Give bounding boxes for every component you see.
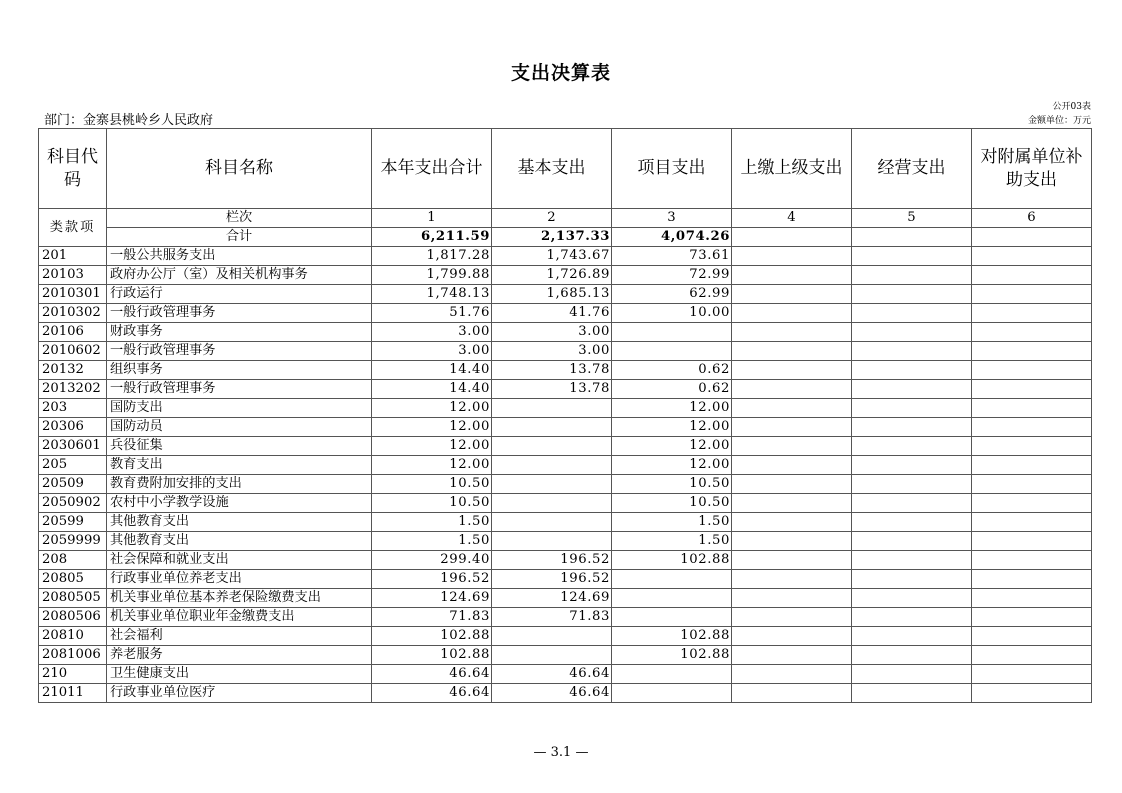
row-total: 51.76 [372, 304, 492, 323]
row-basic: 196.52 [492, 551, 612, 570]
row-subsidiary [972, 627, 1092, 646]
row-total: 14.40 [372, 380, 492, 399]
header-row [39, 129, 1092, 209]
row-upper [732, 399, 852, 418]
row-subsidiary [972, 399, 1092, 418]
row-subsidiary [972, 266, 1092, 285]
row-name: 行政事业单位医疗 [107, 684, 372, 703]
row-name: 社会保障和就业支出 [107, 551, 372, 570]
row-code: 2010302 [39, 304, 107, 323]
department-label: 部门：金寨县桃岭乡人民政府 [44, 113, 214, 128]
row-code: 20132 [39, 361, 107, 380]
row-project [612, 342, 732, 361]
row-code: 2080506 [39, 608, 107, 627]
table-row [39, 437, 1092, 456]
table-row [39, 627, 1092, 646]
row-name: 一般行政管理事务 [107, 380, 372, 399]
row-code: 2081006 [39, 646, 107, 665]
row-name: 教育费附加安排的支出 [107, 475, 372, 494]
row-code: 20509 [39, 475, 107, 494]
subheader-lei: 类 [49, 219, 65, 235]
row-project [612, 665, 732, 684]
row-basic [492, 494, 612, 513]
table-row [39, 475, 1092, 494]
table-row [39, 380, 1092, 399]
table-row [39, 494, 1092, 513]
row-project: 12.00 [612, 456, 732, 475]
row-business [852, 475, 972, 494]
page-number: — 3.1 — [533, 745, 589, 760]
row-upper [732, 513, 852, 532]
row-upper [732, 589, 852, 608]
table-row [39, 665, 1092, 684]
row-basic: 71.83 [492, 608, 612, 627]
row-subsidiary [972, 646, 1092, 665]
row-total: 3.00 [372, 323, 492, 342]
row-name: 机关事业单位基本养老保险缴费支出 [107, 589, 372, 608]
row-basic [492, 437, 612, 456]
row-upper [732, 665, 852, 684]
row-name: 机关事业单位职业年金缴费支出 [107, 608, 372, 627]
row-code: 201 [39, 247, 107, 266]
row-project: 1.50 [612, 532, 732, 551]
row-upper [732, 247, 852, 266]
row-business [852, 627, 972, 646]
row-name: 一般行政管理事务 [107, 342, 372, 361]
row-project: 12.00 [612, 418, 732, 437]
table-row [39, 589, 1092, 608]
row-name: 教育支出 [107, 456, 372, 475]
row-code: 2050902 [39, 494, 107, 513]
row-code: 2030601 [39, 437, 107, 456]
row-subsidiary [972, 361, 1092, 380]
table-row [39, 285, 1092, 304]
row-total: 1.50 [372, 513, 492, 532]
row-business [852, 342, 972, 361]
col-header-subsidiary [972, 129, 1092, 209]
lanci-label: 栏次 [107, 209, 372, 228]
table-row [39, 570, 1092, 589]
row-upper [732, 456, 852, 475]
row-total: 1,817.28 [372, 247, 492, 266]
row-name: 财政事务 [107, 323, 372, 342]
row-code: 20810 [39, 627, 107, 646]
row-project: 62.99 [612, 285, 732, 304]
row-total: 14.40 [372, 361, 492, 380]
total-basic: 2,137.33 [492, 228, 612, 247]
row-upper [732, 494, 852, 513]
row-business [852, 551, 972, 570]
total-business [852, 228, 972, 247]
row-business [852, 456, 972, 475]
row-name: 一般行政管理事务 [107, 304, 372, 323]
row-basic: 13.78 [492, 361, 612, 380]
row-basic [492, 456, 612, 475]
lanci-num: 1 [372, 209, 492, 228]
row-project: 10.50 [612, 494, 732, 513]
table-row [39, 247, 1092, 266]
row-name: 组织事务 [107, 361, 372, 380]
row-upper [732, 361, 852, 380]
row-project: 1.50 [612, 513, 732, 532]
row-subsidiary [972, 247, 1092, 266]
subheader-kuan: 款 [64, 219, 81, 235]
row-subsidiary [972, 380, 1092, 399]
row-business [852, 418, 972, 437]
page-title: 支出决算表 [510, 62, 611, 84]
col-header-business: 经营支出 [852, 129, 972, 209]
expenditure-table [38, 128, 1092, 703]
row-name: 农村中小学教学设施 [107, 494, 372, 513]
col-header-project: 项目支出 [612, 129, 732, 209]
lanci-row [39, 209, 1092, 228]
row-subsidiary [972, 589, 1092, 608]
amount-unit: 金额单位：万元 [1027, 116, 1091, 126]
row-name: 其他教育支出 [107, 513, 372, 532]
row-basic: 1,743.67 [492, 247, 612, 266]
row-business [852, 589, 972, 608]
row-code: 21011 [39, 684, 107, 703]
row-business [852, 247, 972, 266]
total-row [39, 228, 1092, 247]
row-total: 1.50 [372, 532, 492, 551]
row-project: 0.62 [612, 361, 732, 380]
row-name: 其他教育支出 [107, 532, 372, 551]
row-business [852, 570, 972, 589]
row-business [852, 323, 972, 342]
row-upper [732, 418, 852, 437]
row-code: 2010602 [39, 342, 107, 361]
table-body [39, 129, 1092, 703]
row-total: 12.00 [372, 456, 492, 475]
row-basic [492, 418, 612, 437]
row-code: 208 [39, 551, 107, 570]
row-total: 12.00 [372, 399, 492, 418]
row-business [852, 532, 972, 551]
row-upper [732, 684, 852, 703]
row-business [852, 665, 972, 684]
row-total: 12.00 [372, 437, 492, 456]
row-basic [492, 627, 612, 646]
table-row [39, 361, 1092, 380]
row-business [852, 513, 972, 532]
row-project: 10.50 [612, 475, 732, 494]
row-subsidiary [972, 608, 1092, 627]
row-code: 20599 [39, 513, 107, 532]
form-number: 公开03表 [1052, 102, 1091, 112]
row-project [612, 589, 732, 608]
row-code: 2013202 [39, 380, 107, 399]
row-total: 1,748.13 [372, 285, 492, 304]
lanci-num: 6 [972, 209, 1092, 228]
row-project [612, 570, 732, 589]
row-subsidiary [972, 684, 1092, 703]
subheader-xiang: 项 [80, 219, 96, 235]
row-project: 102.88 [612, 627, 732, 646]
row-subsidiary [972, 570, 1092, 589]
row-basic: 1,685.13 [492, 285, 612, 304]
row-subsidiary [972, 475, 1092, 494]
row-business [852, 684, 972, 703]
row-business [852, 608, 972, 627]
row-basic [492, 532, 612, 551]
row-total: 1,799.88 [372, 266, 492, 285]
row-basic [492, 399, 612, 418]
row-total: 196.52 [372, 570, 492, 589]
row-basic: 46.64 [492, 665, 612, 684]
row-name: 行政事业单位养老支出 [107, 570, 372, 589]
row-subsidiary [972, 285, 1092, 304]
row-name: 行政运行 [107, 285, 372, 304]
row-code: 20106 [39, 323, 107, 342]
row-project: 0.62 [612, 380, 732, 399]
total-label: 合计 [107, 228, 372, 247]
row-name: 兵役征集 [107, 437, 372, 456]
row-basic: 13.78 [492, 380, 612, 399]
total-upper [732, 228, 852, 247]
row-basic: 3.00 [492, 323, 612, 342]
lanci-num: 4 [732, 209, 852, 228]
row-subsidiary [972, 323, 1092, 342]
row-business [852, 361, 972, 380]
row-upper [732, 551, 852, 570]
row-code: 20805 [39, 570, 107, 589]
row-business [852, 285, 972, 304]
row-total: 46.64 [372, 684, 492, 703]
row-total: 12.00 [372, 418, 492, 437]
row-basic: 41.76 [492, 304, 612, 323]
row-basic [492, 475, 612, 494]
row-upper [732, 532, 852, 551]
row-basic: 196.52 [492, 570, 612, 589]
row-total: 299.40 [372, 551, 492, 570]
total-subsidiary [972, 228, 1092, 247]
row-total: 10.50 [372, 475, 492, 494]
row-project: 12.00 [612, 399, 732, 418]
row-upper [732, 323, 852, 342]
row-project [612, 608, 732, 627]
row-business [852, 266, 972, 285]
row-subsidiary [972, 304, 1092, 323]
row-name: 国防支出 [107, 399, 372, 418]
row-total: 71.83 [372, 608, 492, 627]
col-header-code [39, 129, 107, 209]
table-row [39, 646, 1092, 665]
table-row [39, 684, 1092, 703]
row-project [612, 684, 732, 703]
col-header-basic: 基本支出 [492, 129, 612, 209]
row-business [852, 399, 972, 418]
row-name: 卫生健康支出 [107, 665, 372, 684]
row-upper [732, 342, 852, 361]
lanci-num: 3 [612, 209, 732, 228]
table-row [39, 342, 1092, 361]
col-header-upper: 上缴上级支出 [732, 129, 852, 209]
row-basic [492, 646, 612, 665]
row-basic: 124.69 [492, 589, 612, 608]
row-total: 124.69 [372, 589, 492, 608]
row-code: 20306 [39, 418, 107, 437]
row-upper [732, 437, 852, 456]
col-header-subsidiary-text: 对附属单位补助支出 [980, 146, 1083, 190]
row-subsidiary [972, 342, 1092, 361]
row-business [852, 380, 972, 399]
row-upper [732, 608, 852, 627]
row-upper [732, 266, 852, 285]
row-code: 20103 [39, 266, 107, 285]
col-header-total: 本年支出合计 [372, 129, 492, 209]
row-subsidiary [972, 494, 1092, 513]
table-row [39, 304, 1092, 323]
row-business [852, 304, 972, 323]
row-business [852, 437, 972, 456]
row-subsidiary [972, 456, 1092, 475]
table-row [39, 532, 1092, 551]
row-code: 2080505 [39, 589, 107, 608]
row-upper [732, 285, 852, 304]
row-subsidiary [972, 437, 1092, 456]
row-total: 102.88 [372, 627, 492, 646]
table-row [39, 266, 1092, 285]
table-row [39, 551, 1092, 570]
row-total: 46.64 [372, 665, 492, 684]
row-name: 政府办公厅（室）及相关机构事务 [107, 266, 372, 285]
row-upper [732, 304, 852, 323]
table-row [39, 323, 1092, 342]
table-row [39, 399, 1092, 418]
row-upper [732, 570, 852, 589]
col-header-name: 科目名称 [107, 129, 372, 209]
row-upper [732, 646, 852, 665]
table-row [39, 418, 1092, 437]
row-basic: 46.64 [492, 684, 612, 703]
row-business [852, 494, 972, 513]
row-subsidiary [972, 551, 1092, 570]
col-header-code-text: 科目代码 [47, 146, 98, 190]
row-basic [492, 513, 612, 532]
row-project: 73.61 [612, 247, 732, 266]
row-project [612, 323, 732, 342]
row-subsidiary [972, 513, 1092, 532]
code-subheader [39, 209, 107, 247]
row-business [852, 646, 972, 665]
row-subsidiary [972, 532, 1092, 551]
row-upper [732, 627, 852, 646]
row-name: 一般公共服务支出 [107, 247, 372, 266]
row-name: 社会福利 [107, 627, 372, 646]
row-basic: 3.00 [492, 342, 612, 361]
row-code: 2059999 [39, 532, 107, 551]
row-upper [732, 380, 852, 399]
row-basic: 1,726.89 [492, 266, 612, 285]
row-total: 10.50 [372, 494, 492, 513]
table-row [39, 456, 1092, 475]
row-code: 203 [39, 399, 107, 418]
row-project: 102.88 [612, 646, 732, 665]
table-row [39, 608, 1092, 627]
total-total: 6,211.59 [372, 228, 492, 247]
row-code: 205 [39, 456, 107, 475]
row-name: 养老服务 [107, 646, 372, 665]
row-total: 3.00 [372, 342, 492, 361]
row-name: 国防动员 [107, 418, 372, 437]
row-total: 102.88 [372, 646, 492, 665]
lanci-num: 2 [492, 209, 612, 228]
total-project: 4,074.26 [612, 228, 732, 247]
row-code: 2010301 [39, 285, 107, 304]
row-upper [732, 475, 852, 494]
row-project: 10.00 [612, 304, 732, 323]
row-project: 102.88 [612, 551, 732, 570]
table-row [39, 513, 1092, 532]
row-project: 12.00 [612, 437, 732, 456]
row-subsidiary [972, 418, 1092, 437]
row-subsidiary [972, 665, 1092, 684]
row-project: 72.99 [612, 266, 732, 285]
row-code: 210 [39, 665, 107, 684]
lanci-num: 5 [852, 209, 972, 228]
